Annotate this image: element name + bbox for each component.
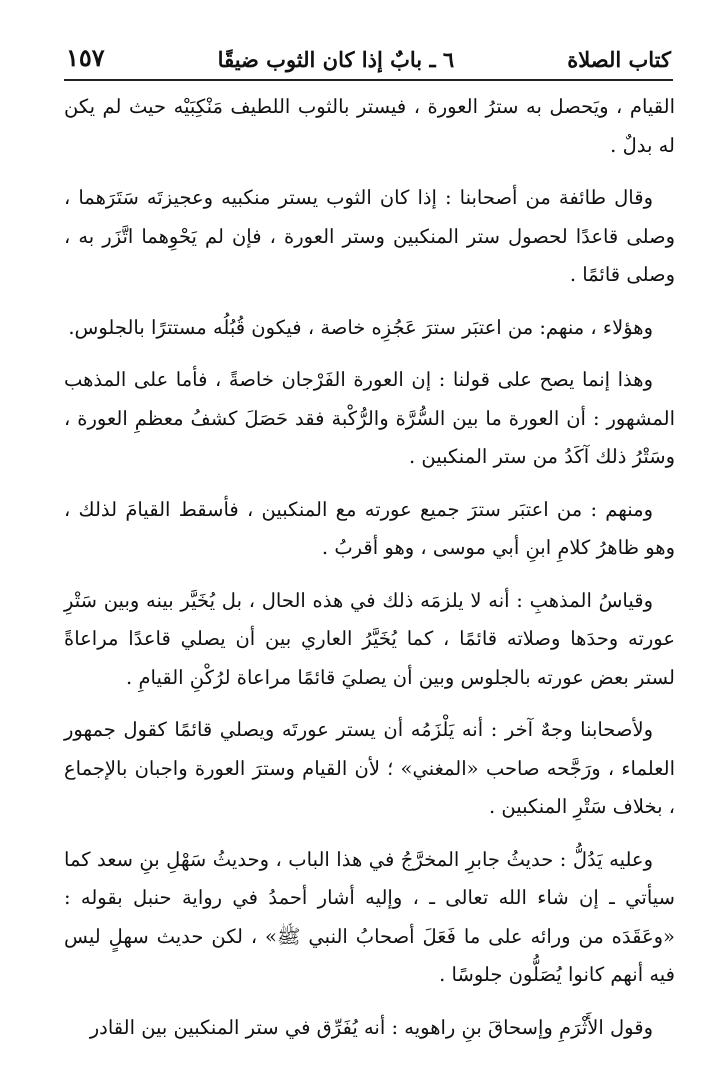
paragraph-5: ومنهم : من اعتبَر سترَ جميع عورته مع المنكبين ، فأسقط القيامَ لذلك ، وهو ظاهرُ كلامِ ابنِ أبي موسى ، وهو أقربُ . [64,497,675,559]
paragraph-2: وقال طائفة من أصحابنا : إذا كان الثوب يستر منكبيه وعجيزتَه سَتَرَهما ، وصلى قاعدًا لحصول ستر المنكبين وستر العورة ، فإن لم يَحْوِهما اتَّزَر به ، وصلى قائمًا . [64,186,675,286]
paragraph-4: وهذا إنما يصح على قولنا : إن العورة الفَرْجان خاصةً ، فأما على المذهب المشهور : أن العورة ما بين السُّرَّة والرُّكْبة فقد حَصَلَ كشفُ معظمِ العورة ، وسَتْرُ ذلك آكَدُ من ستر المنكبين . [64,368,675,468]
page-header [66,30,671,74]
paragraph-6: وقياسُ المذهبِ : أنه لا يلزمَه ذلك في هذه الحال ، بل يُخَيَّر بينه وبين سَتْرِ عورته وحدَها وصلاته قائمًا ، كما يُخَيَّرُ العاري بين أن يصلي قاعدًا مراعاةً لستر بعض عورته بالجلوس وبين أن يصليَ قائمًا مراعاة لرُكْنِ القيامِ . [64,588,675,689]
chapter-title: ٦ ـ بابٌ إذا كان الثوب ضيقًا [217,47,455,72]
book-title: كتاب الصلاة [567,47,671,72]
paragraph-1: القيام ، ويَحصل به سترُ العورة ، فيستر بالثوب اللطيف مَنْكِبَيْه حيث لم يكن له بدلٌ . [64,95,675,157]
body-text [64,88,675,1061]
paragraph-7: ولأصحابنا وجهٌ آخر : أنه يَلْزَمُه أن يستر عورتَه ويصلي قائمًا كقول جمهور العلماء ، ورَجَّحه صاحب «المغني» ؛ لأن القيام وسترَ العورة واجبان بالإجماع ، بخلاف سَتْرِ المنكبين . [64,718,675,818]
header-divider [64,79,673,81]
paragraph-3: وهؤلاء ، منهم: من اعتبَر سترَ عَجُزِه خاصة ، فيكون قُبُلُه مستترًا بالجلوس. [68,315,653,339]
page-number: ١٥٧ [66,43,105,72]
paragraph-9: وقول الأَثْرَمِ وإسحاقَ بنِ راهويه : أنه يُفَرِّق في ستر المنكبين بين القادر [89,1015,653,1039]
paragraph-8: وعليه يَدُلُّ : حديثُ جابرِ المخرَّجُ في هذا الباب ، وحديثُ سَهْلِ بنِ سعد كما سيأتي ـ إن شاء الله تعالى ـ ، وإليه أشار أحمدُ في رواية حنبل بقوله : «وعَقَدَه من ورائه على ما فَعَلَ أصحابُ النبي ﷺ» ، لكن حديث سهلٍ ليس فيه أنهم كانوا يُصَلُّون جلوسًا . [64,847,675,986]
